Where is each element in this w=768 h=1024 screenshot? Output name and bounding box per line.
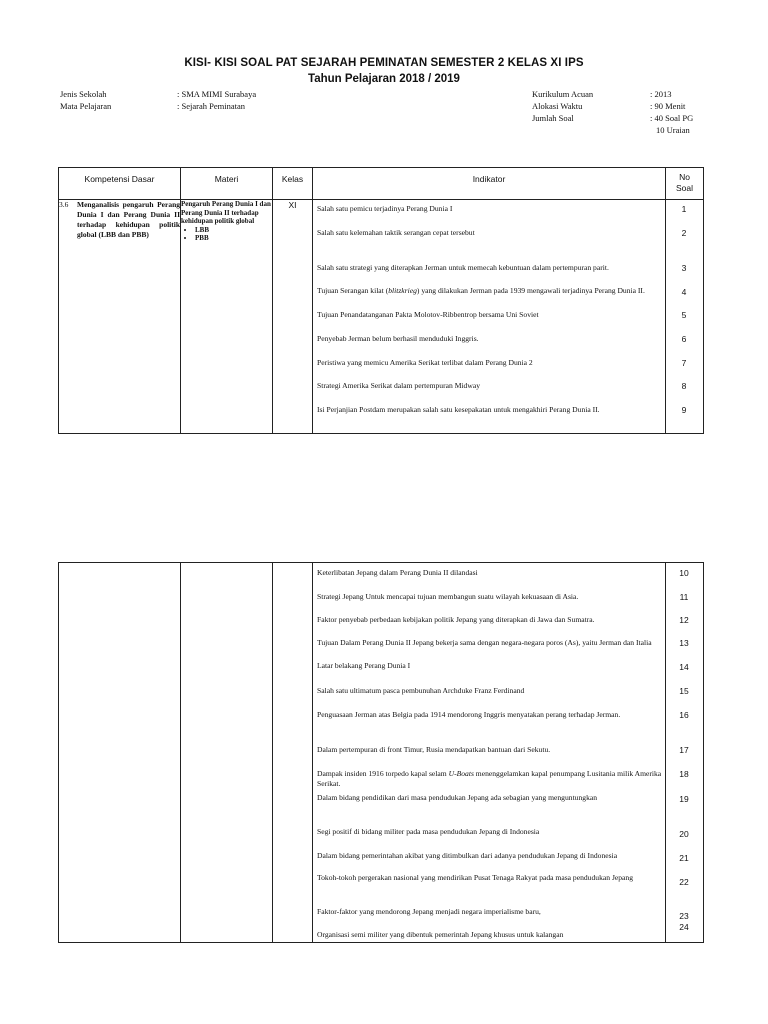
question-number-6: 6 — [681, 334, 687, 344]
header-no-soal-line2: Soal — [675, 183, 693, 193]
question-number-14: 14 — [679, 662, 689, 672]
question-number-8: 8 — [681, 381, 687, 391]
question-number-16: 16 — [679, 710, 689, 720]
info-right-label-curriculum: Kurikulum Acuan — [532, 89, 594, 99]
indicator-20: Segi positif di bidang militer pada masa pendudukan Jepang di Indonesia — [317, 827, 540, 836]
info-right-value-curriculum: : 2013 — [650, 89, 672, 99]
info-left-value-subject: : Sejarah Peminatan — [177, 101, 245, 111]
indicator-12: Faktor penyebab perbedaan kebijakan politik Jepang yang diterapkan di Jawa dan Sumatra. — [317, 615, 595, 624]
indicator-2: Salah satu kelemahan taktik serangan cepat tersebut — [317, 228, 475, 237]
kisi-kisi-table-1 — [58, 167, 704, 434]
question-number-4: 4 — [681, 287, 687, 297]
info-right-label-time: Alokasi Waktu — [532, 101, 583, 111]
header-kompetensi-dasar: Kompetensi Dasar — [59, 168, 181, 200]
question-number-3: 3 — [681, 263, 687, 273]
indicator-16: Penguasaan Jerman atas Belgia pada 1914 mendorong Inggris menyatakan perang terhadap Jerman. — [317, 710, 621, 719]
info-left-value-school: : SMA MIMI Surabaya — [177, 89, 257, 99]
question-number-10: 10 — [679, 568, 689, 578]
kisi-kisi-table-2 — [58, 562, 704, 943]
question-number-17: 17 — [679, 745, 689, 755]
info-right-label-count: Jumlah Soal — [532, 113, 574, 123]
kd-text: Menganalisis pengaruh Perang Dunia I dan Perang Dunia II terhadap kehidupan politik global (LBB dan PBB) — [77, 200, 180, 239]
indicator-14: Latar belakang Perang Dunia I — [317, 661, 411, 670]
materi-list — [181, 226, 272, 243]
question-number-20: 20 — [679, 829, 689, 839]
indicator-19: Dalam bidang pendidikan dari masa pendudukan Jepang ada sebagian yang menguntungkan — [317, 793, 598, 802]
materi-cell-continued — [181, 563, 273, 943]
no-soal-cell — [666, 200, 704, 434]
materi-item-pbb: • PBB — [195, 234, 272, 243]
header-materi: Materi — [181, 168, 273, 200]
indicator-4-part1: Tujuan Serangan kilat ( — [317, 286, 389, 295]
indicator-6: Penyebab Jerman belum berhasil menduduki Inggris. — [317, 334, 479, 343]
question-number-21: 21 — [679, 853, 689, 863]
question-number-19: 19 — [679, 794, 689, 804]
indicator-18-part2: menenggelamkan kapal penumpang Lusitania milik Amerika Serikat. — [317, 769, 662, 788]
materi-item-lbb: • LBB — [195, 226, 272, 235]
kelas-cell: XI — [273, 200, 313, 434]
info-right-value-essay: 10 Uraian — [656, 125, 690, 135]
indicator-13: Tujuan Dalam Perang Dunia II Jepang bekerja sama dengan negara-negara poros (As), yaitu Jerman dan Italia — [317, 638, 652, 647]
question-number-5: 5 — [681, 310, 687, 320]
kelas-cell-continued — [273, 563, 313, 943]
question-number-7: 7 — [681, 358, 687, 368]
question-number-22: 22 — [679, 877, 689, 887]
question-number-13: 13 — [679, 638, 689, 648]
question-number-24: 24 — [679, 922, 689, 932]
indicator-7: Peristiwa yang memicu Amerika Serikat terlibat dalam Perang Dunia 2 — [317, 358, 533, 367]
indikator-cell-continued — [313, 563, 666, 943]
question-number-1: 1 — [681, 204, 687, 214]
info-left-label-school: Jenis Sekolah — [60, 89, 107, 99]
kd-cell — [59, 200, 181, 434]
info-right-value-time: : 90 Menit — [650, 101, 686, 111]
indicator-18-italic: U-Boats — [448, 769, 474, 778]
materi-text: Pengaruh Perang Dunia I dan Perang Dunia II terhadap kehidupan politik global — [181, 200, 271, 225]
info-left-label-subject: Mata Pelajaran — [60, 101, 112, 111]
indicator-4-part2: ) yang dilakukan Jerman pada 1939 mengawali terjadinya Perang Dunia II. — [416, 286, 645, 295]
header-no-soal — [666, 168, 704, 200]
question-number-12: 12 — [679, 615, 689, 625]
document-title: KISI- KISI SOAL PAT SEJARAH PEMINATAN SEMESTER 2 KELAS XI IPS — [184, 57, 584, 69]
question-number-23: 23 — [679, 911, 689, 921]
question-number-9: 9 — [681, 405, 687, 415]
indicator-10: Keterlibatan Jepang dalam Perang Dunia II dilandasi — [317, 568, 478, 577]
indicator-18-part1: Dampak insiden 1916 torpedo kapal selam — [317, 769, 449, 778]
header-indikator: Indikator — [313, 168, 666, 200]
indicator-5: Tujuan Penandatanganan Pakta Molotov-Ribbentrop bersama Uni Soviet — [317, 310, 539, 319]
question-number-11: 11 — [679, 592, 689, 602]
question-number-15: 15 — [679, 686, 689, 696]
indicator-4 — [317, 286, 662, 296]
question-number-2: 2 — [681, 228, 687, 238]
indicator-8: Strategi Amerika Serikat dalam pertempuran Midway — [317, 381, 481, 390]
header-no-soal-line1: No — [679, 172, 690, 182]
indicator-22: Tokoh-tokoh pergerakan nasional yang mendirikan Pusat Tenaga Rakyat pada masa pendudukan Jepang — [317, 873, 634, 882]
indikator-cell — [313, 200, 666, 434]
indicator-9: Isi Perjanjian Postdam merupakan salah satu kesepakatan untuk mengakhiri Perang Dunia II. — [317, 405, 600, 414]
indicator-23: Faktor-faktor yang mendorong Jepang menjadi negara imperialisme baru, — [317, 907, 541, 916]
indicator-15: Salah satu ultimatum pasca pembunuhan Archduke Franz Ferdinand — [317, 686, 525, 695]
materi-cell — [181, 200, 273, 434]
indicator-18 — [317, 769, 662, 788]
indicator-11: Strategi Jepang Untuk mencapai tujuan membangun suatu wilayah kekuasaan di Asia. — [317, 592, 579, 601]
indicator-21: Dalam bidang pemerintahan akibat yang ditimbulkan dari adanya pendudukan Jepang di Indonesia — [317, 851, 618, 860]
document-subtitle: Tahun Pelajaran 2018 / 2019 — [308, 73, 460, 85]
indicator-24: Organisasi semi militer yang dibentuk pemerintah Jepang khusus untuk kalangan — [317, 930, 564, 939]
info-right-value-count: : 40 Soal PG — [650, 113, 694, 123]
kd-number: 3.6 — [59, 200, 69, 209]
no-soal-cell-continued — [666, 563, 704, 943]
indicator-4-italic: blitzkrieg — [388, 286, 417, 295]
question-number-18: 18 — [679, 769, 689, 779]
header-kelas: Kelas — [273, 168, 313, 200]
indicator-3: Salah satu strategi yang diterapkan Jerman untuk memecah kebuntuan dalam pertempuran parit. — [317, 263, 609, 272]
indicator-1: Salah satu pemicu terjadinya Perang Dunia I — [317, 204, 453, 213]
indicator-17: Dalam pertempuran di front Timur, Rusia mendapatkan bantuan dari Sekutu. — [317, 745, 551, 754]
kd-cell-continued — [59, 563, 181, 943]
